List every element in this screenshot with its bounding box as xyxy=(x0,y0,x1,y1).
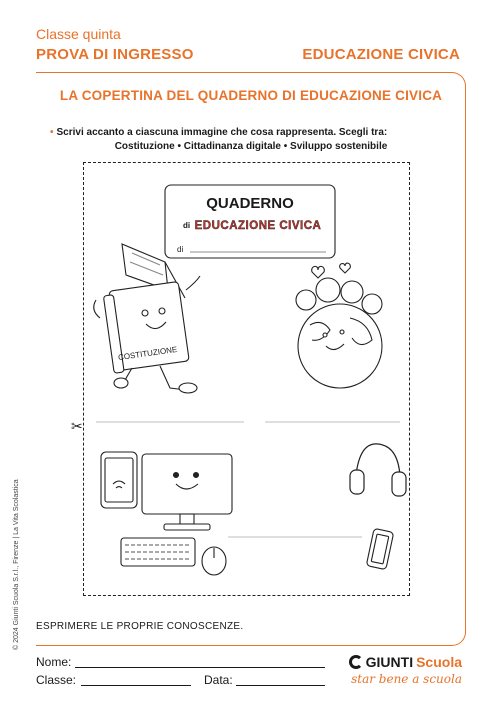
page-title: LA COPERTINA DEL QUADERNO DI EDUCAZIONE CIVICA xyxy=(59,88,443,103)
copyright: © 2024 Giunti Scuola S.r.l., Firenze | La Vita Scolastica xyxy=(13,479,20,650)
name-label: Nome: xyxy=(36,655,72,669)
headphones-drawing xyxy=(350,444,406,496)
book-title: COSTITUZIONE xyxy=(117,344,178,363)
scissors-icon: ✂ xyxy=(71,418,83,434)
brand-name-suffix: Scuola xyxy=(416,654,462,670)
cover-word-educazione-civica: EDUCAZIONE CIVICA xyxy=(194,220,322,232)
answer-options: Costituzione • Cittadinanza digitale • Sviluppo sostenibile xyxy=(114,141,388,152)
constitution-book-drawing xyxy=(94,244,200,393)
earth-globe-drawing xyxy=(296,263,382,388)
class-field[interactable] xyxy=(81,685,191,686)
test-type: PROVA DI INGRESSO xyxy=(36,46,194,63)
subject-title: EDUCAZIONE CIVICA xyxy=(302,46,460,63)
date-label: Data: xyxy=(204,673,233,687)
publisher-logo xyxy=(349,654,462,670)
giunti-logo-icon xyxy=(349,655,363,669)
publisher-tagline: star bene a scuola xyxy=(351,672,462,686)
computer-drawing xyxy=(121,454,232,575)
skill-note: ESPRIMERE LE PROPRIE CONOSCENZE. xyxy=(36,621,244,632)
class-label: Classe: xyxy=(36,673,77,687)
tablet-drawing xyxy=(101,452,137,508)
cover-word-quaderno: QUADERNO xyxy=(206,195,294,212)
instruction-text: Scrivi accanto a ciascuna immagine che cosa rappresenta. Scegli tra: xyxy=(56,127,388,138)
name-field[interactable] xyxy=(75,667,325,668)
brand-name: GIUNTI xyxy=(365,654,414,670)
smartphone-drawing xyxy=(366,528,393,569)
bullet: • xyxy=(50,127,54,138)
class-level: Classe quinta xyxy=(36,26,121,42)
cover-owner-label: di xyxy=(177,245,184,254)
notebook-cover-label xyxy=(165,185,335,258)
date-field[interactable] xyxy=(236,685,325,686)
cover-prefix: di xyxy=(183,221,191,230)
